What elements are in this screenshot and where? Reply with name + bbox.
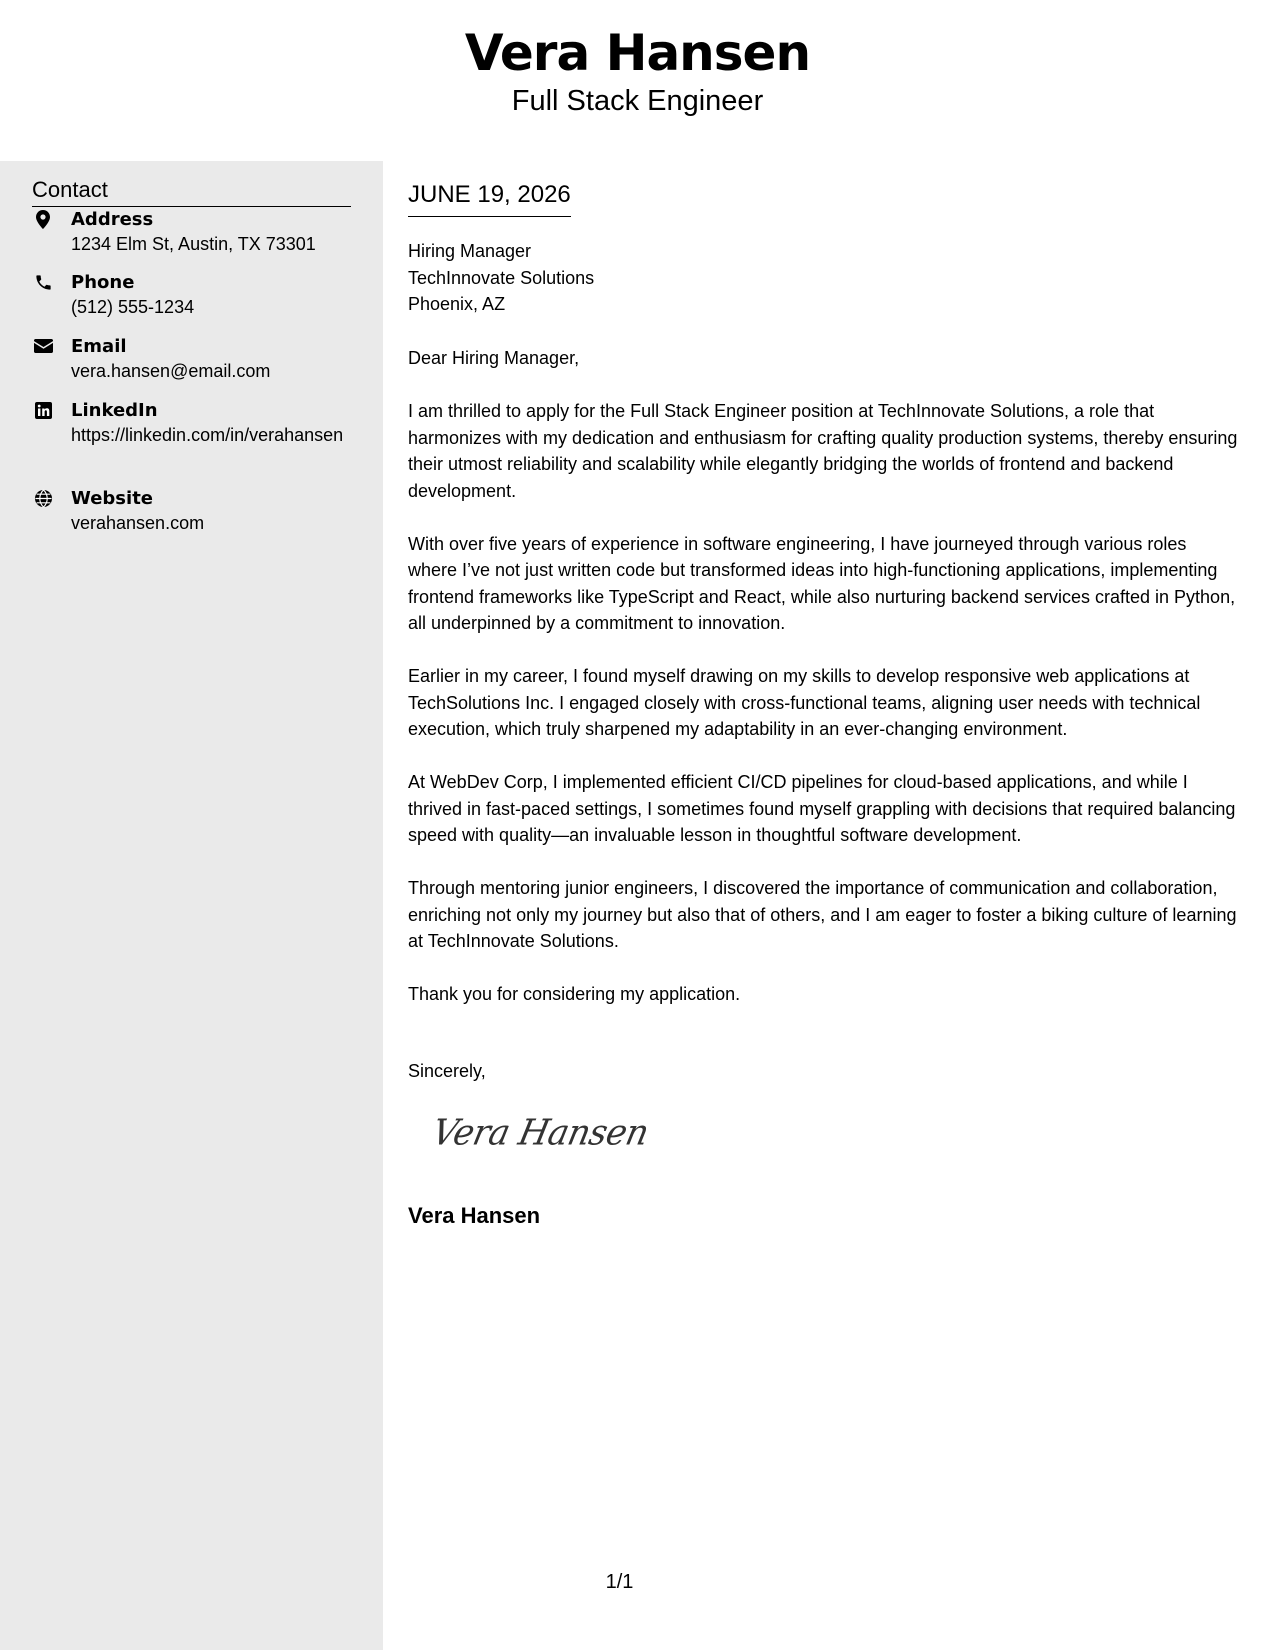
contact-label: Phone <box>71 272 135 293</box>
linkedin-icon <box>32 399 54 421</box>
recipient-line: TechInnovate Solutions <box>408 267 595 288</box>
paragraph: Earlier in my career, I found myself drawing on my skills to develop responsive web applications at TechSolutions Inc. I engaged closely with cross-functional teams, aligning user needs with technical execution, which truly sharpened my adaptability in an ever-changing environment. <box>408 666 1201 739</box>
closing: Sincerely, <box>408 1061 486 1081</box>
contact-label: Website <box>71 488 154 509</box>
paragraph: At WebDev Corp, I implemented efficient CI/CD pipelines for cloud-based applications, and while I thrived in fast-paced settings, I sometimes found myself grappling with decisions that required balancing speed with quality—an invaluable lesson in thoughtful software development. <box>408 772 1236 845</box>
contact-value: https://linkedin.com/in/verahansen <box>71 425 344 445</box>
applicant-name: Vera Hansen <box>464 24 811 82</box>
applicant-title: Full Stack Engineer <box>511 85 764 117</box>
phone-icon <box>32 271 54 293</box>
letter-paragraphs <box>408 398 1238 1034</box>
salutation: Dear Hiring Manager, <box>408 348 580 368</box>
letter-date: JUNE 19, 2026 <box>408 178 571 217</box>
contact-value: vera.hansen@email.com <box>71 361 271 381</box>
contact-label: Address <box>71 209 154 230</box>
letter-header <box>0 0 1275 161</box>
contact-value: verahansen.com <box>71 513 205 533</box>
recipient-line: Phoenix, AZ <box>408 294 506 314</box>
paragraph: With over five years of experience in software engineering, I have journeyed through various roles where I’ve not just written code but transformed ideas into high-functioning applications, implementing frontend frameworks like TypeScript and React, while also nurturing backend services crafted in Python, all underpinned by a commitment to innovation. <box>408 533 1236 633</box>
globe-icon <box>32 487 54 509</box>
page-number-text: 1/1 <box>605 1571 634 1593</box>
envelope-icon <box>32 335 54 357</box>
map-pin-icon <box>32 208 54 230</box>
paragraph: Through mentoring junior engineers, I discovered the importance of communication and collaboration, enriching not only my journey but also that of others, and I am eager to foster a biking culture of learning at TechInnovate Solutions. <box>408 878 1237 951</box>
handwritten-signature: Vera Hansen <box>428 1112 653 1154</box>
contact-value: (512) 555-1234 <box>71 297 195 317</box>
contact-label: Email <box>71 336 127 357</box>
recipient-block <box>408 238 594 318</box>
paragraph: Thank you for considering my application. <box>408 984 741 1004</box>
contact-value: 1234 Elm St, Austin, TX 73301 <box>71 234 316 254</box>
page-number <box>0 1568 1275 1596</box>
recipient-line: Hiring Manager <box>408 241 532 261</box>
contact-label: LinkedIn <box>71 400 158 421</box>
signer-name: Vera Hansen <box>408 1203 541 1228</box>
paragraph: I am thrilled to apply for the Full Stack Engineer position at TechInnovate Solutions, a role that harmonizes with my dedication and enthusiasm for crafting quality production systems, thereby ensuring their utmost reliability and scalability while elegantly bridging the worlds of frontend and backend development. <box>408 401 1238 501</box>
contact-heading: Contact <box>32 175 351 207</box>
contact-sidebar <box>0 161 383 1650</box>
letter-body <box>383 161 1275 1650</box>
